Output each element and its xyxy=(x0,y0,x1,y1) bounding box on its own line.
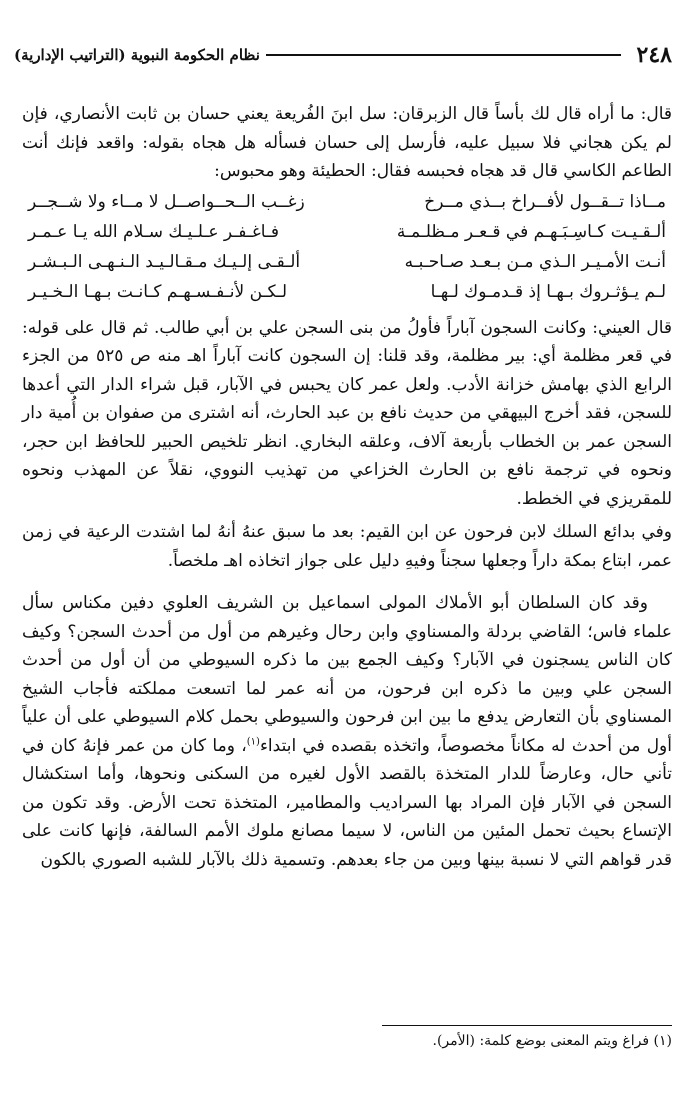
poem-verse xyxy=(22,278,672,308)
verse-first-hemistich: ألـقـيـت كـاسِـبَـهـم في قـعـر مـظلـمـة xyxy=(396,222,666,243)
verse-second-hemistich: فـاغـفـر عـلـيـك سـلام الله يـا عـمـر xyxy=(28,222,280,243)
verse-first-hemistich: أنـت الأمـيـر الـذي مـن بـعـد صـاحـبـه xyxy=(404,252,666,273)
paragraph-4-part-2: ، وما كان من عمر فإنهُ كان في تأني حال، وعارضاً للدار المتخذة بالقصد الأول لغيره من السكنى ونحوها، وأما استكشال السجن في الآبار فإن المراد بها السراديب والمطامير، المتخذة تحت الأرض. وقد تكون من الإتساع بحيث تحمل المئين من الناس، لا سيما مصانع ملوك الأمم السالفة، فإنها كانت على قدر قواهم التي لا نسبة بينها وبين من جاء بعدهم. وتسمية ذلك بالآبار للشبه الصوري بالكون xyxy=(22,735,672,870)
paragraph-4 xyxy=(22,589,672,874)
main-text xyxy=(22,100,672,874)
paragraph-3: وفي بدائع السلك لابن فرحون عن ابن القيم: بعد ما سبق عنهُ أنهُ لما اشتدت الرعية في زمن عمر، ابتاع بمكة داراً وجعلها سجناً وفيهِ دليل على جواز اتخاذه اهـ ملخصاً. xyxy=(22,522,672,571)
footnote-rule xyxy=(382,1025,672,1026)
header-rule xyxy=(266,54,621,56)
paragraph-2: قال العيني: وكانت السجون آباراً فأولُ من بنى السجن علي بن أبي طالب. ثم قال على قوله: في قعر مظلمة أي: بير مظلمة، وقد قلنا: إن السجون كانت آباراً اهـ منه ص ٥٢٥ من الجزء الرابع الذي بهامش خزانة الأدب. ولعل عمر كان يحبس في الآبار، قبل شراء الدار التي أعدها للسجن، فقد أخرج البيهقي من حديث نافع بن عبد الحارث، أنه اشترى من صفوان بن أُمية دار السجن عمر بن الخطاب بأربعة آلاف، وعلقه البخاري. انظر تلخيص الحبير للحافظ ابن حجر، ونحوه في ترجمة نافع بن الحارث الخزاعي من تهذيب النووي، نقلاً عن المهذب ونحوه للمقريزي في الخطط. xyxy=(22,317,672,509)
poem xyxy=(22,188,672,308)
running-header xyxy=(14,40,672,70)
poem-verse xyxy=(22,218,672,248)
poem-verse xyxy=(22,188,672,218)
verse-second-hemistich: لـكـن لأنـفـسـهـم كـانـت بـهـا الـخـيـر xyxy=(28,282,288,303)
footnote-ref[interactable]: (١) xyxy=(246,735,260,747)
verse-second-hemistich: ألـقـى إلـيـك مـقـالـيـد الـنـهـى الـبـشـر xyxy=(28,252,301,273)
footnote: (١) فراغ ويتم المعنى بوضع كلمة: (الأمر). xyxy=(432,1033,672,1049)
verse-second-hemistich: زغــب الــحــواصــل لا مــاء ولا شــجــر xyxy=(28,192,305,213)
paragraph-1: قال: ما أراه قال لك بأساً قال الزبرقان: سل ابنَ الفُريعة يعني حسان بن ثابت الأنصاري، فإن لم يكن هجاني فلا سبيل عليه، فأرسل إلى حسان فسأله هل هجاه بقوله: واقعد فإنك أنت الطاعم الكاسي قال قد هجاه فحبسه فقال: الحطيئة وهو محبوس: xyxy=(22,104,672,181)
verse-first-hemistich: مــاذا تــقــول لأفــراخ بــذي مــرخ xyxy=(424,192,666,213)
page-number: ٢٤٨ xyxy=(636,42,672,68)
paragraph-4-part-1: وقد كان السلطان أبو الأملاك المولى اسماعيل بن الشريف العلوي دفين مكناس سأل علماء فاس؛ القاضي بردلة والمسناوي وابن رحال وغيرهم من أول من أحدث السجن؟ وكيف كان الناس يسجنون في الآبار؟ وكيف الجمع بين ما ذكره السيوطي من أن أول من أحدث السجن علي وبين ما ذكره ابن فرحون، من أنه عمر لما اتسعت مملكته فأجاب الشيخ المسناوي بأن التعارض يدفع ما بين ابن فرحون والسيوطي بحمل كلام السيوطي على أن علياً أول من أحدث له مكاناً مخصوصاً، واتخذه بقصده في ابتداء xyxy=(22,593,672,756)
poem-verse xyxy=(22,248,672,278)
running-title: نظام الحكومة النبوية (التراتيب الإدارية) xyxy=(14,46,260,64)
verse-first-hemistich: لـم يـؤثـروك بـهـا إذ قـدمـوك لـهـا xyxy=(430,282,666,303)
